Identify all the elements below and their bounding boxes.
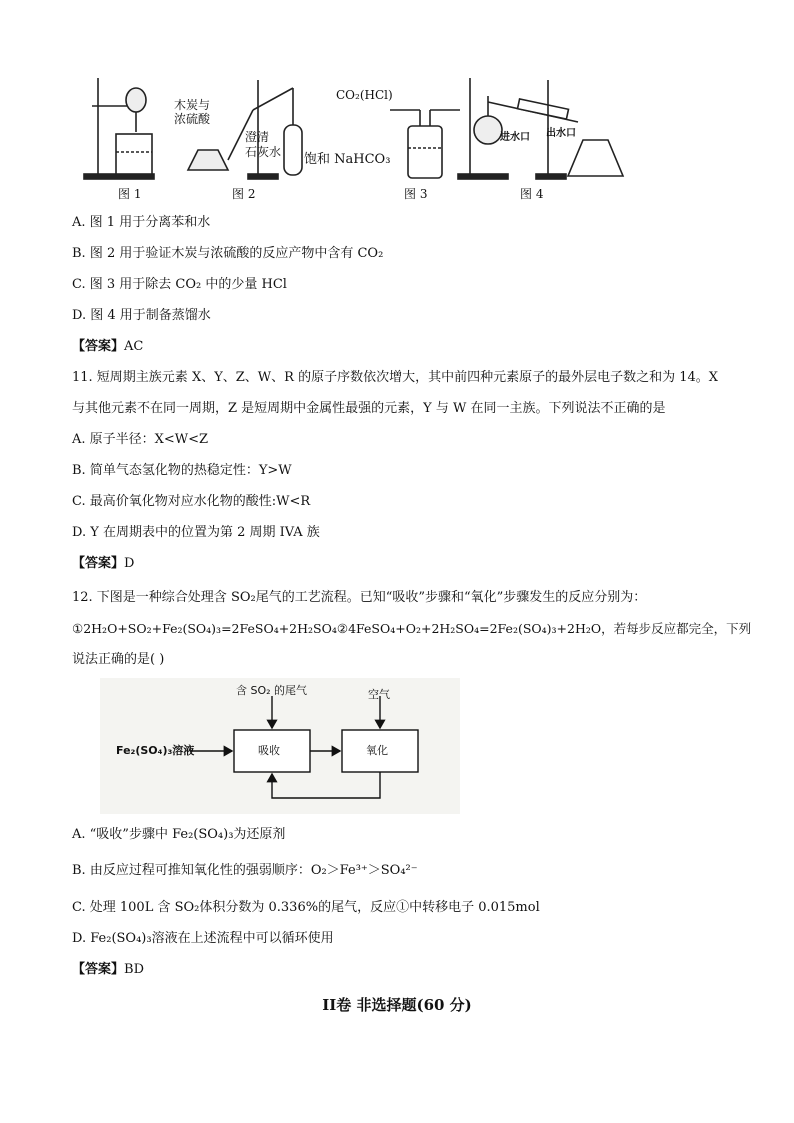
q10-option-d: D. 图 4 用于制备蒸馏水 bbox=[72, 308, 211, 323]
q12-option-d: D. Fe₂(SO₄)₃溶液在上述流程中可以循环使用 bbox=[72, 931, 334, 946]
answer-tag: 【答案】 bbox=[72, 339, 125, 354]
fig2-reagent-label-a: 木炭与 bbox=[174, 98, 211, 112]
q10-option-a: A. 图 1 用于分离苯和水 bbox=[72, 215, 211, 230]
q12-stem-line2: ①2H₂O+SO₂+Fe₂(SO₄)₃=2FeSO₄+2H₂SO₄②4FeSO₄+O₂+2H₂SO₄=2Fe₂(SO₄)₃+2H₂O，若每步反应都完全，下列 bbox=[72, 621, 752, 636]
answer-tag: 【答案】 bbox=[72, 962, 125, 977]
fig2-reagent-label-b: 浓硫酸 bbox=[174, 112, 211, 126]
process-flow-diagram bbox=[100, 678, 460, 814]
q11-answer bbox=[72, 555, 134, 573]
q11-option-a: A. 原子半径：X<W<Z bbox=[72, 432, 209, 447]
fig1-caption: 图 1 bbox=[118, 187, 142, 201]
q10-answer bbox=[72, 338, 143, 356]
answer-value: BD bbox=[124, 962, 144, 977]
q12-answer bbox=[72, 961, 144, 979]
q11-option-b: B. 简单气态氢化物的热稳定性：Y>W bbox=[72, 463, 292, 478]
fig2-lime-label-b: 石灰水 bbox=[245, 145, 282, 159]
fig4-water-out-label: 出水口 bbox=[546, 128, 576, 139]
flow-air-label: 空气 bbox=[368, 688, 390, 701]
q12-option-c: C. 处理 100L 含 SO₂体积分数为 0.336%的尾气，反应①中转移电子 0.015mol bbox=[72, 900, 540, 915]
answer-tag: 【答案】 bbox=[72, 556, 125, 571]
flow-absorb-box: 吸收 bbox=[258, 744, 280, 757]
fig3-gas-label: CO₂(HCl) bbox=[336, 88, 393, 102]
q11-option-d: D. Y 在周期表中的位置为第 2 周期 IVA 族 bbox=[72, 525, 320, 540]
q11-option-c: C. 最高价氧化物对应水化物的酸性:W<R bbox=[72, 494, 311, 509]
fig4-caption: 图 4 bbox=[520, 187, 544, 201]
q10-option-b: B. 图 2 用于验证木炭与浓硫酸的反应产物中含有 CO₂ bbox=[72, 246, 384, 261]
q11-stem-line2: 与其他元素不在同一周期，Z 是短周期中金属性最强的元素，Y 与 W 在同一主族。下列说法不正确的是 bbox=[72, 401, 666, 416]
flow-oxidize-box: 氧化 bbox=[366, 744, 388, 757]
fig3-solution-label: 饱和 NaHCO₃ bbox=[304, 152, 391, 167]
q10-option-c: C. 图 3 用于除去 CO₂ 中的少量 HCl bbox=[72, 277, 287, 292]
answer-value: D bbox=[124, 556, 135, 571]
q11-stem-line1: 11. 短周期主族元素 X、Y、Z、W、R 的原子序数依次增大，其中前四种元素原子的最外层电子数之和为 14。X bbox=[72, 370, 719, 385]
fig2-lime-label-a: 澄清 bbox=[245, 130, 270, 144]
q12-option-b: B. 由反应过程可推知氧化性的强弱顺序：O₂＞Fe³⁺＞SO₄²⁻ bbox=[72, 863, 418, 878]
answer-value: AC bbox=[124, 339, 144, 354]
section-title: II卷 非选择题(60 分) bbox=[322, 996, 472, 1014]
q12-stem-line1: 12. 下图是一种综合处理含 SO₂尾气的工艺流程。已知“吸收”步骤和“氧化”步骤发生的反应分别为： bbox=[72, 590, 647, 605]
fig4-water-in-label: 进水口 bbox=[500, 132, 530, 143]
flow-feed-label: Fe₂(SO₄)₃溶液 bbox=[116, 744, 195, 757]
fig3-caption: 图 3 bbox=[404, 187, 428, 201]
flow-tail-gas-label: 含 SO₂ 的尾气 bbox=[236, 684, 308, 697]
q12-option-a: A. “吸收”步骤中 Fe₂(SO₄)₃为还原剂 bbox=[72, 827, 286, 842]
fig2-caption: 图 2 bbox=[232, 187, 256, 201]
q12-stem-line3: 说法正确的是( ) bbox=[72, 652, 165, 667]
